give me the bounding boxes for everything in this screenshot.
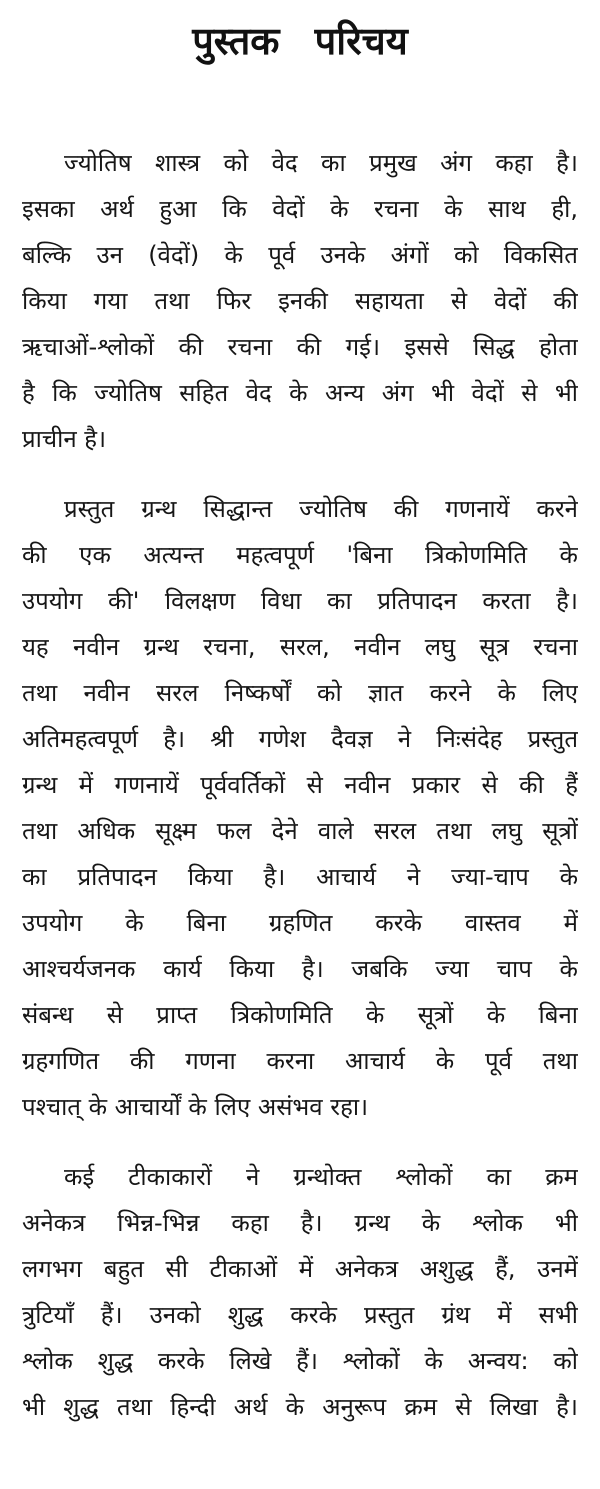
paragraph-3-line-2: अनेकत्र भिन्न-भिन्न कहा है। ग्रन्थ के श्लोक भी [22,1209,578,1237]
paragraph-2-line-11: आश्चर्यजनक कार्य किया है। जबकि ज्या चाप के [22,955,578,983]
paragraph-2-line-2: की एक अत्यन्त महत्वपूर्ण 'बिना त्रिकोणमिति के [22,541,578,569]
paragraph-3-line-5: श्लोक शुद्ध करके लिखे हैं। श्लोकों के अन्वय: को [22,1347,578,1375]
paragraph-3-line-1: कई टीकाकारों ने ग्रन्थोक्त श्लोकों का क्रम [64,1163,578,1191]
paragraph-1-line-1: ज्योतिष शास्त्र को वेद का प्रमुख अंग कहा है। [64,149,578,177]
paragraph-3-line-4: त्रुटियाँ हैं। उनको शुद्ध करके प्रस्तुत ग्रंथ में सभी [22,1301,578,1329]
paragraph-1-line-2: इसका अर्थ हुआ कि वेदों के रचना के साथ ही, [22,195,578,223]
paragraph-2-line-10: उपयोग के बिना ग्रहणित करके वास्तव में [22,909,578,937]
paragraph-2-line-12: संबन्ध से प्राप्त त्रिकोणमिति के सूत्रों के बिना [22,1001,578,1029]
paragraph-2-line-8: तथा अधिक सूक्ष्म फल देने वाले सरल तथा लघु सूत्रों [22,817,578,845]
paragraph-2-line-3: उपयोग की' विलक्षण विधा का प्रतिपादन करता है। [22,587,578,615]
paragraph-1-line-4: किया गया तथा फिर इनकी सहायता से वेदों की [22,287,578,315]
paragraph-2-line-5: तथा नवीन सरल निष्कर्षों को ज्ञात करने के लिए [22,679,578,707]
paragraph-2-line-13: ग्रहगणित की गणना करना आचार्य के पूर्व तथा [22,1047,578,1075]
paragraph-2-line-9: का प्रतिपादन किया है। आचार्य ने ज्या-चाप के [22,863,578,891]
paragraph-1-line-7: प्राचीन है। [22,425,107,453]
page-title: पुस्तक परिचय [192,19,408,63]
paragraph-2-line-7: ग्रन्थ में गणनायें पूर्ववर्तिकों से नवीन प्रकार से की हैं [22,771,578,799]
paragraph-2-line-14: पश्चात् के आचार्यों के लिए असंभव रहा। [22,1093,369,1121]
paragraph-2-line-6: अतिमहत्वपूर्ण है। श्री गणेश दैवज्ञ ने निःसंदेह प्रस्तुत [22,725,578,753]
paragraph-1-line-5: ऋचाओं-श्लोकों की रचना की गई। इससे सिद्ध होता [22,333,578,361]
paragraph-2-line-4: यह नवीन ग्रन्थ रचना, सरल, नवीन लघु सूत्र रचना [22,633,578,661]
paragraph-2-line-1: प्रस्तुत ग्रन्थ सिद्धान्त ज्योतिष की गणनायें करने [64,495,578,523]
paragraph-1-line-3: बल्कि उन (वेदों) के पूर्व उनके अंगों को विकसित [22,241,578,269]
paragraph-1-line-6: है कि ज्योतिष सहित वेद के अन्य अंग भी वेदों से भी [22,379,578,407]
paragraph-3-line-6: भी शुद्ध तथा हिन्दी अर्थ के अनुरूप क्रम से लिखा है। [22,1393,578,1421]
paragraph-3-line-3: लगभग बहुत सी टीकाओं में अनेकत्र अशुद्ध हैं, उनमें [22,1255,578,1283]
